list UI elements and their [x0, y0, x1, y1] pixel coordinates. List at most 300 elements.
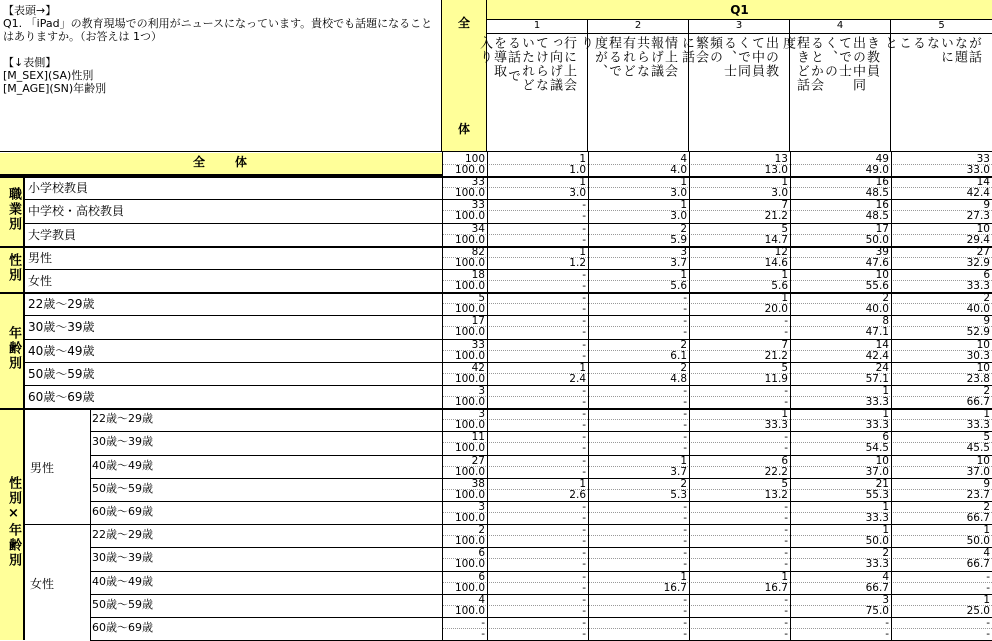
row-midline	[442, 489, 992, 490]
cell-percent: -	[784, 442, 788, 455]
cell-count: 1	[983, 408, 990, 421]
label-column-divider	[24, 176, 25, 640]
total-percent: 100.0	[454, 535, 485, 548]
row-midline	[442, 187, 992, 188]
cell-percent: 33.3	[865, 512, 889, 524]
column-divider	[487, 152, 488, 640]
cell-percent: 16.7	[663, 581, 687, 594]
cell-count: 2	[882, 547, 889, 560]
cell-percent: -	[582, 303, 586, 316]
answer-column-header-2	[578, 20, 689, 152]
total-percent: 100.0	[454, 581, 485, 594]
cell-percent: 50.0	[966, 535, 990, 548]
row-midline	[442, 628, 992, 629]
cell-count: 5	[781, 222, 788, 235]
row-midline	[442, 326, 992, 327]
row-midline	[442, 373, 992, 374]
cell-percent: 33.3	[966, 280, 990, 292]
cell-percent: -	[582, 604, 586, 617]
row-label: 50歳～59歳	[28, 366, 95, 381]
total-count: -	[481, 617, 485, 629]
cell-count: -	[683, 431, 687, 444]
cell-percent: 14.6	[764, 256, 788, 269]
cell-percent: 1.0	[569, 164, 586, 176]
cell-percent: -	[683, 604, 687, 617]
cell-count: 5	[983, 431, 990, 444]
answer-column-number: 1	[487, 20, 587, 34]
cell-count: 8	[882, 315, 889, 328]
cell-percent: 16.7	[764, 581, 788, 594]
cell-count: 9	[983, 315, 990, 328]
cell-percent: 57.1	[865, 372, 889, 385]
row-label: 女性	[28, 274, 53, 288]
total-count: 33	[471, 199, 485, 212]
total-percent: 100.0	[454, 372, 485, 385]
total-percent: 100.0	[454, 488, 485, 501]
cell-percent: -	[683, 326, 687, 339]
column-divider	[891, 152, 892, 640]
total-percent: 100.0	[454, 604, 485, 617]
cell-count: 7	[781, 338, 788, 351]
cell-percent: 20.0	[764, 303, 788, 316]
cell-percent: 33.0	[966, 164, 990, 176]
total-percent: 100.0	[454, 164, 485, 176]
cell-percent: 1.2	[569, 256, 586, 269]
cell-count: -	[582, 338, 586, 351]
row-midline	[442, 512, 992, 513]
total-percent: 100.0	[454, 396, 485, 408]
cell-percent: -	[683, 558, 687, 571]
cell-count: 2	[680, 361, 687, 374]
answer-column-label: が話 な題 いに な る こ と	[882, 36, 981, 64]
cell-percent: 25.0	[966, 604, 990, 617]
cell-count: -	[582, 454, 586, 467]
cell-count: -	[582, 199, 586, 212]
cell-count: -	[784, 593, 788, 606]
cell-count: -	[582, 617, 586, 629]
row-label: 50歳～59歳	[92, 597, 153, 611]
cell-percent: 55.6	[865, 280, 889, 292]
cell-percent: -	[582, 581, 586, 594]
cell-count: -	[683, 292, 687, 305]
cell-count: 21	[875, 477, 889, 490]
total-count: 27	[471, 454, 485, 467]
row-midline	[442, 280, 992, 281]
total-percent: 100.0	[454, 326, 485, 339]
row-midline	[442, 419, 992, 420]
cell-count: 24	[875, 361, 889, 374]
cell-percent: -	[683, 628, 687, 640]
cell-count: 5	[781, 361, 788, 374]
sexage-group-label: 性別×年齢別	[6, 476, 21, 569]
row-midline	[442, 257, 992, 258]
cell-percent: 5.3	[670, 488, 687, 501]
cell-percent: 42.4	[865, 349, 889, 362]
cell-percent: -	[582, 465, 586, 478]
cell-count: -	[582, 431, 586, 444]
row-midline	[442, 234, 992, 235]
total-count: 4	[478, 593, 485, 606]
cell-count: -	[784, 315, 788, 328]
cell-count: -	[582, 570, 586, 583]
cell-count: 1	[983, 524, 990, 537]
cell-count: -	[683, 385, 687, 397]
row-label: 22歳～29歳	[92, 412, 153, 426]
cell-percent: 3.0	[771, 187, 788, 200]
cell-count: 12	[774, 245, 788, 258]
cell-count: -	[784, 617, 788, 629]
cell-count: 9	[983, 199, 990, 212]
cell-count: 1	[579, 477, 586, 490]
cell-percent: 33.3	[865, 558, 889, 571]
cell-percent: 4.0	[670, 164, 687, 176]
cell-count: 1	[882, 385, 889, 397]
cell-percent: 5.6	[771, 280, 788, 292]
cell-percent: -	[683, 442, 687, 455]
cell-count: 1	[882, 501, 889, 513]
male-subgroup-label: 男性	[30, 460, 55, 475]
total-percent: -	[481, 628, 485, 640]
cell-percent: 49.0	[865, 164, 889, 176]
cell-count: -	[784, 431, 788, 444]
cell-percent: 2.6	[569, 488, 586, 501]
row-label: 中学校・高校教員	[28, 204, 125, 219]
row-label: 60歳～69歳	[92, 621, 153, 634]
cell-count: 14	[875, 338, 889, 351]
cell-count: 14	[976, 176, 990, 189]
cell-percent: 55.3	[865, 488, 889, 501]
cell-count: -	[784, 385, 788, 397]
cell-percent: -	[582, 326, 586, 339]
cell-count: -	[582, 501, 586, 513]
cell-percent: -	[885, 628, 889, 640]
cell-count: 1	[882, 524, 889, 537]
row-label: 22歳～29歳	[92, 528, 153, 542]
total-count: 33	[471, 338, 485, 351]
cell-percent: -	[582, 628, 586, 640]
answer-column-header-1	[477, 20, 588, 152]
total-count: 3	[478, 408, 485, 421]
cell-count: -	[986, 617, 990, 629]
answer-column-label: 出の教 て中員 くで同 る、士 頻の 繁会 に話	[679, 36, 778, 78]
cell-percent: -	[784, 535, 788, 548]
cell-count: -	[582, 385, 586, 397]
cell-percent: 3.7	[670, 256, 687, 269]
cell-percent: 33.3	[764, 419, 788, 432]
cell-count: 4	[983, 547, 990, 560]
total-count: 6	[478, 547, 485, 560]
cell-count: 10	[875, 269, 889, 281]
cell-percent: -	[784, 604, 788, 617]
cell-percent: 33.3	[966, 419, 990, 432]
cell-percent: 75.0	[865, 604, 889, 617]
cell-percent: 66.7	[865, 581, 889, 594]
total-column-top: 全	[457, 16, 470, 30]
age-group-box	[0, 292, 24, 408]
cell-percent: 47.6	[865, 256, 889, 269]
total-count: 2	[478, 524, 485, 537]
cell-percent: 3.0	[569, 187, 586, 200]
cell-percent: 3.0	[670, 187, 687, 200]
total-percent: 100.0	[454, 210, 485, 223]
header-line-3: 【↓表側】	[3, 56, 57, 69]
cell-count: -	[683, 593, 687, 606]
cell-count: 5	[781, 477, 788, 490]
cell-count: -	[683, 547, 687, 560]
row-midline	[442, 558, 992, 559]
cell-percent: -	[784, 558, 788, 571]
question-title: Q1	[487, 0, 992, 20]
total-percent: 100.0	[454, 419, 485, 432]
cell-percent: 48.5	[865, 187, 889, 200]
cell-count: 2	[680, 222, 687, 235]
cell-count: 16	[875, 176, 889, 189]
cell-percent: 27.3	[966, 210, 990, 223]
female-subgroup-label: 女性	[30, 576, 55, 591]
cell-count: 2	[983, 385, 990, 397]
cell-count: 1	[983, 593, 990, 606]
cell-count: -	[582, 593, 586, 606]
row-midline	[442, 396, 992, 397]
total-percent: 100.0	[454, 558, 485, 571]
total-count: 18	[471, 269, 485, 281]
cell-count: 2	[882, 292, 889, 305]
cell-count: -	[582, 222, 586, 235]
cell-count: -	[885, 617, 889, 629]
total-row-label: 全 体	[0, 153, 442, 176]
cell-percent: 29.4	[966, 233, 990, 246]
total-count: 3	[478, 501, 485, 513]
cell-count: 1	[882, 408, 889, 421]
cell-count: 49	[875, 153, 889, 165]
cell-percent: -	[784, 326, 788, 339]
cell-count: 6	[882, 431, 889, 444]
total-percent: 100.0	[454, 280, 485, 292]
cell-percent: -	[582, 442, 586, 455]
cell-count: 2	[680, 338, 687, 351]
sex-group-label: 性別	[6, 252, 21, 283]
cell-percent: -	[582, 419, 586, 432]
cell-count: 1	[781, 269, 788, 281]
cell-count: 1	[680, 176, 687, 189]
cell-percent: 40.0	[966, 303, 990, 316]
cell-percent: -	[582, 210, 586, 223]
cell-percent: -	[582, 280, 586, 292]
cell-count: 9	[983, 477, 990, 490]
header-line-4: [M_SEX](SA)性別	[3, 69, 94, 82]
cell-count: 10	[976, 222, 990, 235]
row-label: 30歳～39歳	[92, 551, 153, 565]
cell-percent: 22.2	[764, 465, 788, 478]
header-line-5: [M_AGE](SN)年齢別	[3, 82, 107, 95]
cell-percent: 11.9	[764, 372, 788, 385]
cell-count: 39	[875, 245, 889, 258]
cell-percent: 40.0	[865, 303, 889, 316]
row-label: 小学校教員	[28, 181, 89, 196]
total-percent: 100.0	[454, 349, 485, 362]
answer-column-header-3	[679, 20, 790, 152]
cell-count: 4	[680, 153, 687, 165]
cell-percent: 21.2	[764, 210, 788, 223]
cell-count: 1	[680, 269, 687, 281]
cell-percent: 33.3	[865, 396, 889, 408]
cell-count: 6	[983, 269, 990, 281]
answer-column-label: 行に上会 っ向げ議 てけらな いたれど る話 で を導取 入り	[477, 36, 576, 92]
row-label: 40歳～49歳	[28, 343, 95, 358]
row-midline	[442, 582, 992, 583]
cell-percent: 13.0	[764, 164, 788, 176]
cell-percent: -	[986, 628, 990, 640]
column-divider	[442, 152, 443, 640]
cell-count: 6	[781, 454, 788, 467]
cell-count: 1	[680, 199, 687, 212]
cell-percent: 50.0	[865, 535, 889, 548]
cell-count: 16	[875, 199, 889, 212]
total-count: 5	[478, 292, 485, 305]
cell-count: 17	[875, 222, 889, 235]
row-midline	[442, 466, 992, 467]
cell-count: -	[784, 524, 788, 537]
cell-count: 2	[680, 477, 687, 490]
cell-percent: 54.5	[865, 442, 889, 455]
total-column-bottom: 体	[457, 122, 470, 136]
total-percent: 100.0	[454, 233, 485, 246]
total-count: 17	[471, 315, 485, 328]
cell-percent: 5.9	[670, 233, 687, 246]
total-count: 100	[464, 153, 485, 165]
cell-percent: 48.5	[865, 210, 889, 223]
cell-count: 10	[976, 361, 990, 374]
row-midline	[442, 535, 992, 536]
cell-percent: -	[683, 396, 687, 408]
cell-count: -	[582, 524, 586, 537]
total-percent: 100.0	[454, 256, 485, 269]
cell-count: 10	[976, 454, 990, 467]
total-count: 3	[478, 385, 485, 397]
cell-percent: -	[683, 419, 687, 432]
cell-count: 1	[680, 570, 687, 583]
header-line-1: 【表頭→】	[3, 4, 57, 17]
cell-count: 1	[781, 570, 788, 583]
cell-percent: -	[683, 535, 687, 548]
question-text: Q1. 「iPad」の教育現場での利用がニュースになっています。貴校でも話題になることはありますか。（お答えは 1つ）	[3, 17, 433, 43]
cell-count: 1	[680, 454, 687, 467]
occupation-group-box	[0, 176, 24, 246]
row-label: 22歳～29歳	[28, 297, 95, 312]
cell-percent: 37.0	[865, 465, 889, 478]
cell-count: -	[683, 315, 687, 328]
sex-group-box	[0, 246, 24, 292]
row-midline	[442, 442, 992, 443]
total-count: 38	[471, 477, 485, 490]
total-percent: 100.0	[454, 187, 485, 200]
sexage-group-box	[0, 408, 24, 640]
cell-count: 1	[781, 408, 788, 421]
column-divider	[790, 152, 791, 640]
cell-percent: 33.3	[865, 419, 889, 432]
cell-count: 1	[579, 361, 586, 374]
cell-percent: 23.7	[966, 488, 990, 501]
cell-count: 13	[774, 153, 788, 165]
cell-percent: -	[582, 396, 586, 408]
cell-count: 1	[579, 245, 586, 258]
cell-percent: -	[683, 512, 687, 524]
cell-percent: 45.5	[966, 442, 990, 455]
row-midline	[442, 303, 992, 304]
cell-percent: 3.7	[670, 465, 687, 478]
cell-count: -	[683, 501, 687, 513]
cell-percent: 37.0	[966, 465, 990, 478]
cell-percent: -	[582, 558, 586, 571]
row-label: 40歳～49歳	[92, 574, 153, 588]
total-count: 11	[471, 431, 485, 444]
cell-count: 1	[781, 176, 788, 189]
cell-percent: 3.0	[670, 210, 687, 223]
answer-column-number: 5	[891, 20, 992, 34]
cell-percent: -	[784, 512, 788, 524]
row-label: 60歳～69歳	[28, 390, 95, 404]
row-label: 男性	[28, 250, 53, 265]
table-header-info	[0, 0, 442, 152]
answer-column-label: 情上会 報げ議 共らな 有れど 程るで 度が、 り	[578, 36, 677, 78]
cell-percent: 13.2	[764, 488, 788, 501]
cell-percent: -	[582, 349, 586, 362]
cell-count: 33	[976, 153, 990, 165]
cell-percent: 14.7	[764, 233, 788, 246]
cell-percent: -	[582, 512, 586, 524]
cell-percent: -	[683, 303, 687, 316]
row-label: 40歳～49歳	[92, 458, 153, 472]
answer-column-number: 2	[588, 20, 688, 34]
row-midline	[442, 605, 992, 606]
age-group-label: 年齢別	[6, 326, 21, 372]
cell-percent: 42.4	[966, 187, 990, 200]
cell-percent: 52.9	[966, 326, 990, 339]
answer-column-header-4	[780, 20, 891, 152]
total-count: 82	[471, 245, 485, 258]
cell-count: 10	[976, 338, 990, 351]
cell-count: 1	[579, 176, 586, 189]
column-divider	[689, 152, 690, 640]
cell-count: 27	[976, 245, 990, 258]
total-count: 42	[471, 361, 485, 374]
cell-count: 2	[983, 292, 990, 305]
column-divider	[588, 152, 589, 640]
answer-column-number: 3	[689, 20, 789, 34]
answer-column-header-5	[882, 20, 992, 152]
row-label: 30歳～39歳	[28, 320, 95, 335]
cell-percent: -	[582, 233, 586, 246]
row-midline	[442, 164, 992, 165]
cell-count: -	[582, 408, 586, 421]
cell-count: -	[582, 292, 586, 305]
cell-percent: 2.4	[569, 372, 586, 385]
row-label: 大学教員	[28, 227, 77, 242]
cell-percent: 6.1	[670, 349, 687, 362]
row-label: 30歳～39歳	[92, 435, 153, 449]
occupation-group-label: 職業別	[6, 186, 21, 232]
total-percent: 100.0	[454, 303, 485, 316]
cell-percent: -	[986, 581, 990, 594]
cell-count: -	[683, 408, 687, 421]
row-midline	[442, 350, 992, 351]
cell-percent: 66.7	[966, 396, 990, 408]
cell-percent: 30.3	[966, 349, 990, 362]
cell-percent: 66.7	[966, 558, 990, 571]
row-label: 60歳～69歳	[92, 505, 153, 518]
total-percent: 100.0	[454, 442, 485, 455]
cell-count: 10	[875, 454, 889, 467]
